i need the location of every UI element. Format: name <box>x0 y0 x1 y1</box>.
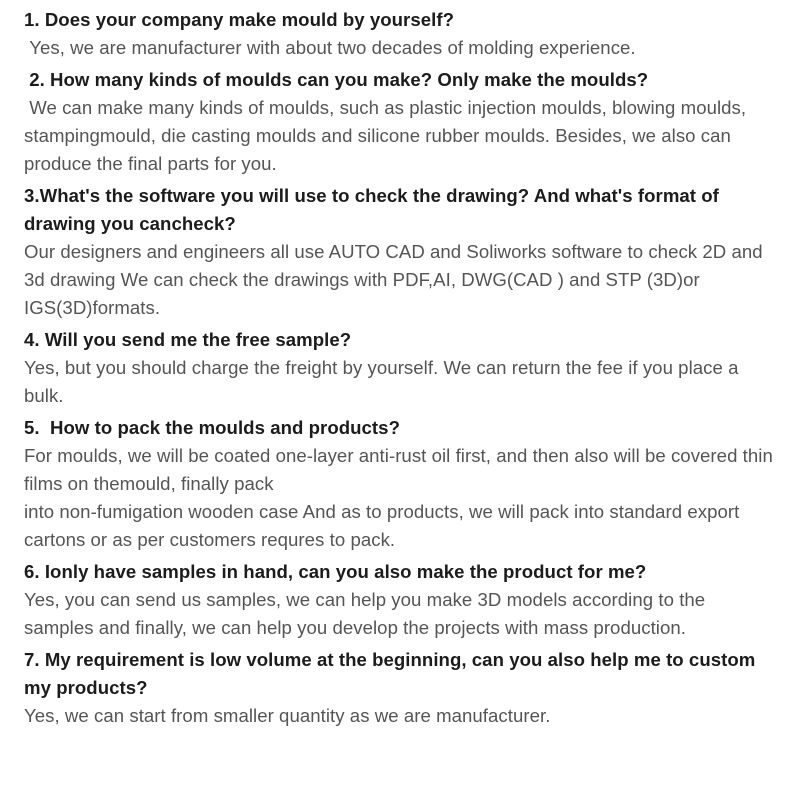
faq-question: 7. My requirement is low volume at the beginning, can you also help me to custom my products? <box>24 649 761 698</box>
faq-item <box>24 414 779 554</box>
faq-item <box>24 558 774 642</box>
faq-item <box>24 66 774 178</box>
faq-question: 6. Ionly have samples in hand, can you also make the product for me? <box>24 561 647 582</box>
faq-answer: Yes, you can send us samples, we can help you make 3D models according to the samples and finally, we can help you develop the projects with mass production. <box>24 589 711 638</box>
faq-answer-continued: into non-fumigation wooden case And as to products, we will pack into standard export cartons or as per customers requres to pack. <box>24 501 745 550</box>
faq-answer: Yes, we can start from smaller quantity as we are manufacturer. <box>24 705 551 726</box>
faq-answer: We can make many kinds of moulds, such as plastic injection moulds, blowing moulds, stampingmould, die casting moulds and silicone rubber moulds. Besides, we also can produce the final parts for you. <box>24 97 752 174</box>
faq-item <box>24 326 774 410</box>
faq-question: 3.What's the software you will use to check the drawing? And what's format of drawing you cancheck? <box>24 185 725 234</box>
faq-question: 4. Will you send me the free sample? <box>24 329 352 350</box>
faq-answer: Yes, we are manufacturer with about two decades of molding experience. <box>24 37 636 58</box>
faq-question: 5. How to pack the moulds and products? <box>24 417 400 438</box>
faq-list <box>24 6 779 734</box>
faq-question: 2. How many kinds of moulds can you make? Only make the moulds? <box>24 69 649 90</box>
faq-question: 1. Does your company make mould by yourself? <box>24 9 454 30</box>
faq-item <box>24 6 774 62</box>
faq-item <box>24 182 774 322</box>
faq-item <box>24 646 774 730</box>
faq-answer: For moulds, we will be coated one-layer anti-rust oil first, and then also will be covered thin films on themould, finally pack <box>24 445 779 494</box>
faq-answer: Yes, but you should charge the freight by yourself. We can return the fee if you place a bulk. <box>24 357 744 406</box>
faq-answer: Our designers and engineers all use AUTO CAD and Soliworks software to check 2D and 3d drawing We can check the drawings with PDF,AI, DWG(CAD ) and STP (3D)or IGS(3D)formats. <box>24 241 768 318</box>
